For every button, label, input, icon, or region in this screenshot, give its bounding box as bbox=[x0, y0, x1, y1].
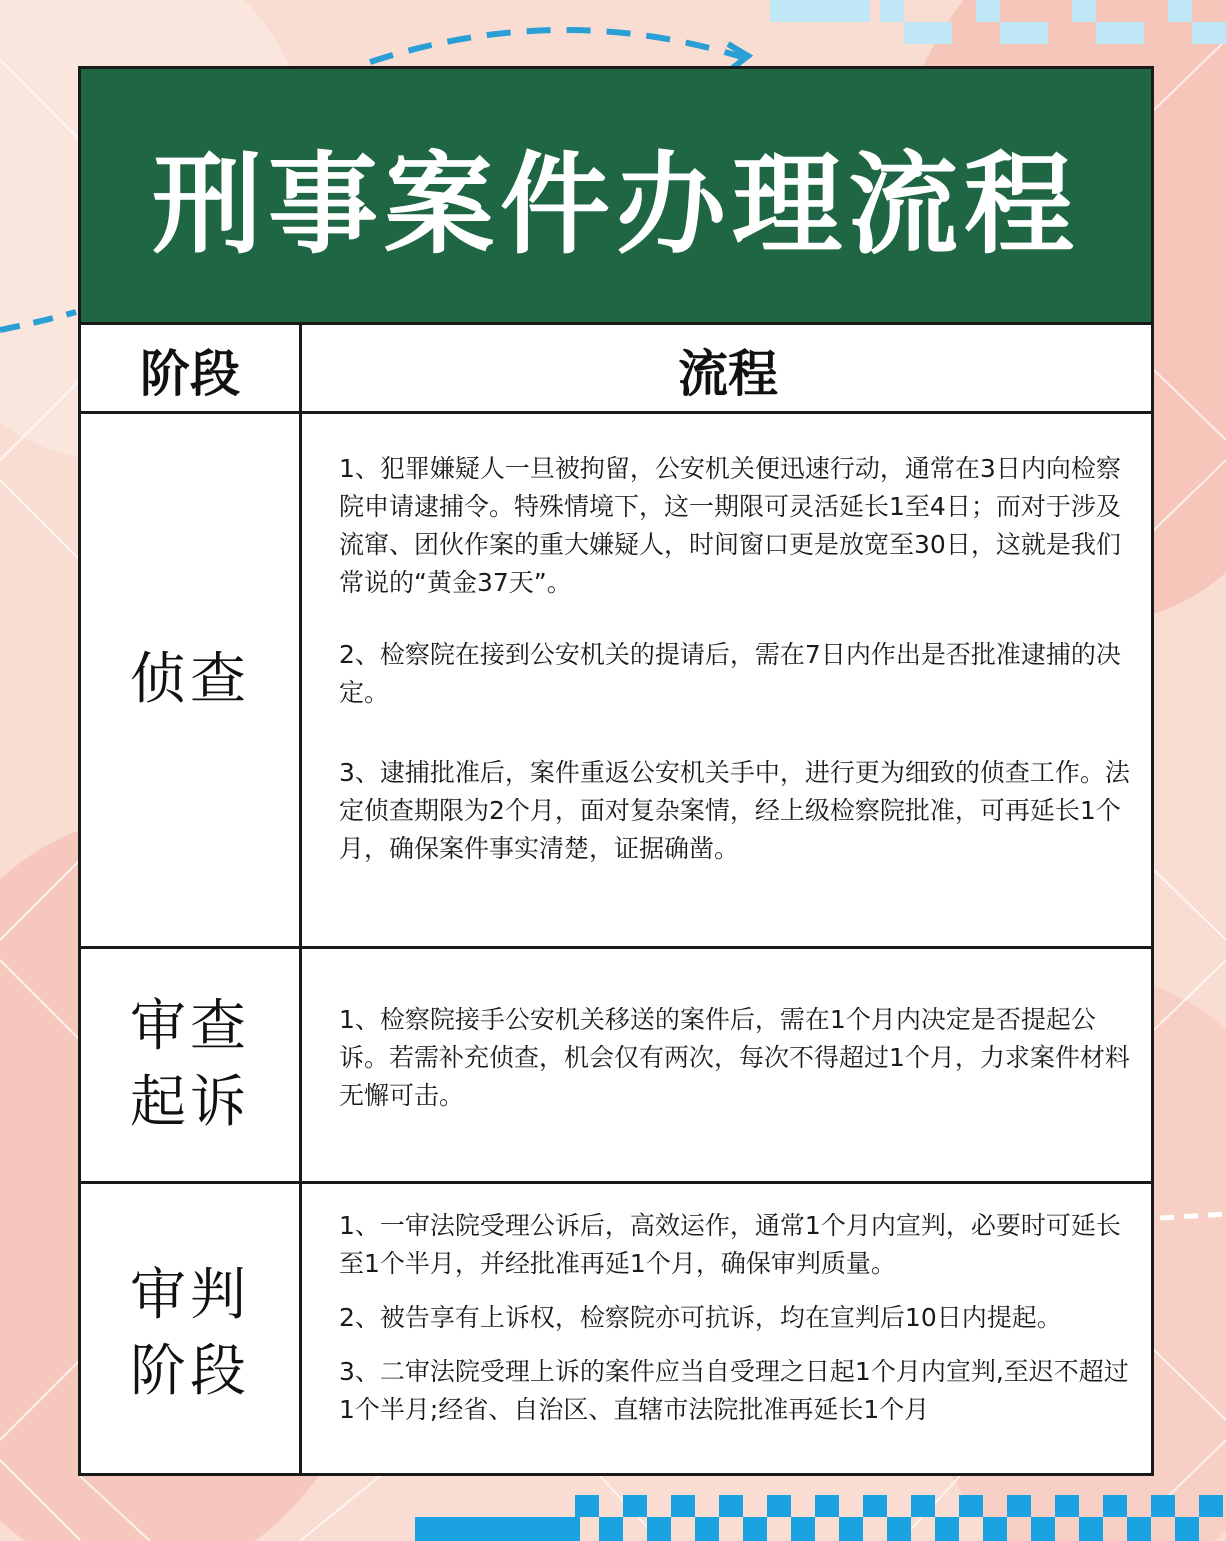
investigation-steps bbox=[339, 450, 1135, 868]
stage-investigation bbox=[81, 414, 299, 946]
process-table-card bbox=[78, 66, 1154, 1476]
page-title: 刑事案件办理流程 bbox=[152, 140, 1080, 269]
prosecution-steps bbox=[339, 1001, 1135, 1115]
dashed-line-left bbox=[0, 312, 76, 330]
column-divider bbox=[299, 325, 302, 1476]
step-item: 3、逮捕批准后，案件重返公安机关手中，进行更为细致的侦查工作。法定侦查期限为2个月，面对复杂案情，经上级检察院批准，可再延长1个月，确保案件事实清楚，证据确凿。 bbox=[339, 758, 1130, 863]
header-stage: 阶段 bbox=[140, 344, 240, 403]
step-item: 2、被告享有上诉权，检察院亦可抗诉，均在宣判后10日内提起。 bbox=[339, 1303, 1062, 1332]
step-item: 3、二审法院受理上诉的案件应当自受理之日起1个月内宣判,至迟不超过1个半月;经省、自治区、直辖市法院批准再延长1个月 bbox=[339, 1357, 1129, 1424]
stage-label: 阶段 bbox=[130, 1339, 250, 1404]
stage-prosecution-review bbox=[81, 949, 299, 1181]
checker-pattern-bottom bbox=[415, 1495, 1223, 1541]
title-bar bbox=[81, 69, 1151, 325]
stage-label: 侦查 bbox=[130, 647, 250, 713]
stage-label: 起诉 bbox=[130, 1070, 250, 1135]
trial-steps bbox=[339, 1207, 1135, 1429]
checker-pattern-top bbox=[770, 0, 1226, 44]
stage-label: 审查 bbox=[130, 994, 250, 1060]
header-process: 流程 bbox=[678, 344, 778, 403]
step-item: 2、检察院在接到公安机关的提请后，需在7日内作出是否批准逮捕的决定。 bbox=[339, 640, 1121, 707]
step-item: 1、一审法院受理公诉后，高效运作，通常1个月内宣判，必要时可延长至1个半月，并经批准再延1个月，确保审判质量。 bbox=[339, 1211, 1121, 1278]
step-item: 1、检察院接手公安机关移送的案件后，需在1个月内决定是否提起公诉。若需补充侦查，机会仅有两次，每次不得超过1个月，力求案件材料无懈可击。 bbox=[339, 1005, 1130, 1110]
step-item: 1、犯罪嫌疑人一旦被拘留，公安机关便迅速行动，通常在3日内向检察院申请逮捕令。特殊情境下，这一期限可灵活延长1至4日；而对于涉及流窜、团伙作案的重大嫌疑人，时间窗口更是放宽至30日，这就是我们常说的“黄金37天”。 bbox=[339, 454, 1121, 597]
stage-label: 审判 bbox=[130, 1263, 250, 1329]
stage-trial bbox=[81, 1184, 299, 1476]
dashed-arc-top bbox=[370, 30, 745, 62]
